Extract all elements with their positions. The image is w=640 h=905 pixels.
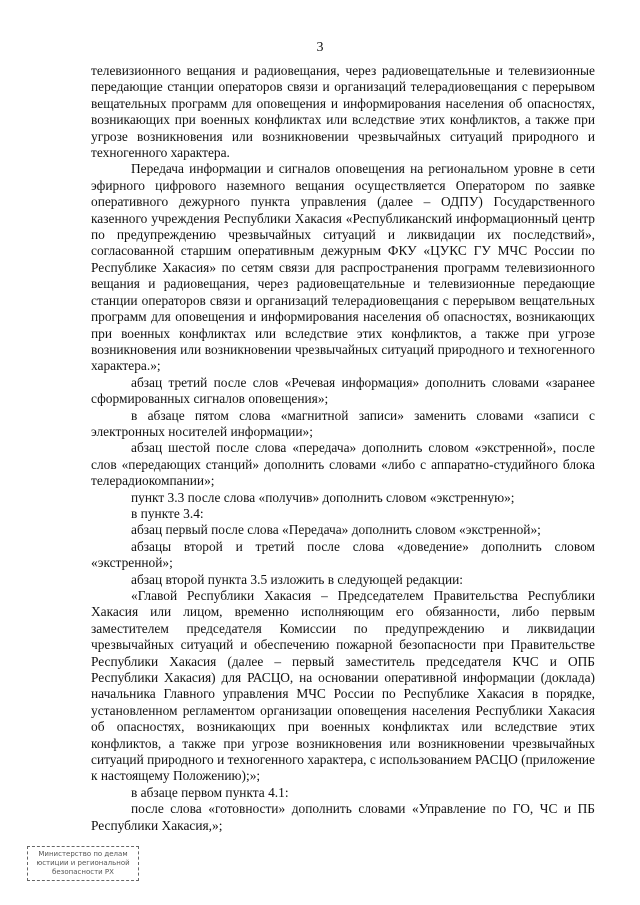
paragraph: абзац первый после слова «Передача» дополнить словом «экстренной»;: [131, 522, 541, 538]
paragraph: телевизионного вещания и радиовещания, через радиовещательные и телевизионные передающие станции операторов связи и организаций телерадиовещания с перерывом вещательных программ для оповещения и информирования населения об опасностях, возникающих при военных конфликтах или вследствие этих конфликтов, а также при угрозе возникновения или возникновении чрезвычайных ситуаций природного и техногенного характера.: [91, 63, 595, 161]
paragraph: абзац шестой после слова «передача» дополнить словом «экстренной», после слов «передающих станций» дополнить словами «либо с аппаратно-студийного блока телерадиокомпании»;: [91, 440, 595, 489]
page-number: 3: [316, 40, 324, 55]
paragraph: Передача информации и сигналов оповещения на региональном уровне в сети эфирного цифрового наземного вещания осуществляется Оператором по заявке оперативного дежурного пункта управления (далее – ОДПУ) Государственного казенного учреждения Республики Хакасия «Республиканский информационный центр по предупреждению чрезвычайных ситуаций и ликвидации их последствий», согласованной старшим оперативным дежурным ФКУ «ЦУКС ГУ МЧС России по Республике Хакасия» по сетям связи для распространения программ телевизионного вещания и радиовещания, через радиовещательные и телевизионные передающие станции операторов связи и организаций телерадиовещания с перерывом вещательных программ для оповещения и информирования населения об опасностях, возникающих при военных конфликтах или вследствие этих конфликтов, а также при угрозе возникновения или возникновении чрезвычайных ситуаций природного и техногенного характера.»;: [91, 161, 595, 374]
paragraph: после слова «готовности» дополнить словами «Управление по ГО, ЧС и ПБ Республики Хакасия,»;: [91, 801, 595, 833]
stamp-line: безопасности РХ: [52, 868, 114, 876]
paragraph: абзац второй пункта 3.5 изложить в следующей редакции:: [131, 571, 464, 587]
registration-stamp: [27, 846, 139, 881]
paragraph: абзац третий после слов «Речевая информация» дополнить словами «заранее сформированных сигналов оповещения»;: [91, 374, 595, 407]
stamp-line: Министерство по делам: [38, 850, 128, 858]
paragraph: «Главой Республики Хакасия – Председателем Правительства Республики Хакасия или лицом, временно исполняющим его обязанности, либо первым заместителем председателя Комиссии по предупреждению и ликвидации чрезвычайных ситуаций и обеспечению пожарной безопасности при Правительстве Республики Хакасия (далее – первый заместитель председателя КЧС и ОПБ Республики Хакасия) для РАСЦО, на основании оперативной информации (доклада) начальника Главного управления МЧС России по Республике Хакасия в порядке, установленном регламентом организации оповещения населения Республики Хакасия об опасностях, возникающих при военных конфликтах или вследствие этих конфликтов, а также при угрозе возникновения или возникновении чрезвычайных ситуаций природного и техногенного характера, с использованием РАСЦО (приложение к настоящему Положению);»;: [91, 588, 595, 784]
paragraph: в абзаце первом пункта 4.1:: [131, 784, 289, 800]
paragraph: абзацы второй и третий после слова «доведение» дополнить словом «экстренной»;: [91, 538, 595, 571]
paragraph: в абзаце пятом слова «магнитной записи» заменить словами «записи с электронных носителей информации»;: [91, 407, 595, 439]
document-body: [91, 63, 595, 834]
stamp-line: юстиции и региональной: [36, 859, 130, 867]
paragraph: пункт 3.3 после слова «получив» дополнить словом «экстренную»;: [131, 489, 515, 505]
paragraph: в пункте 3.4:: [131, 505, 204, 521]
